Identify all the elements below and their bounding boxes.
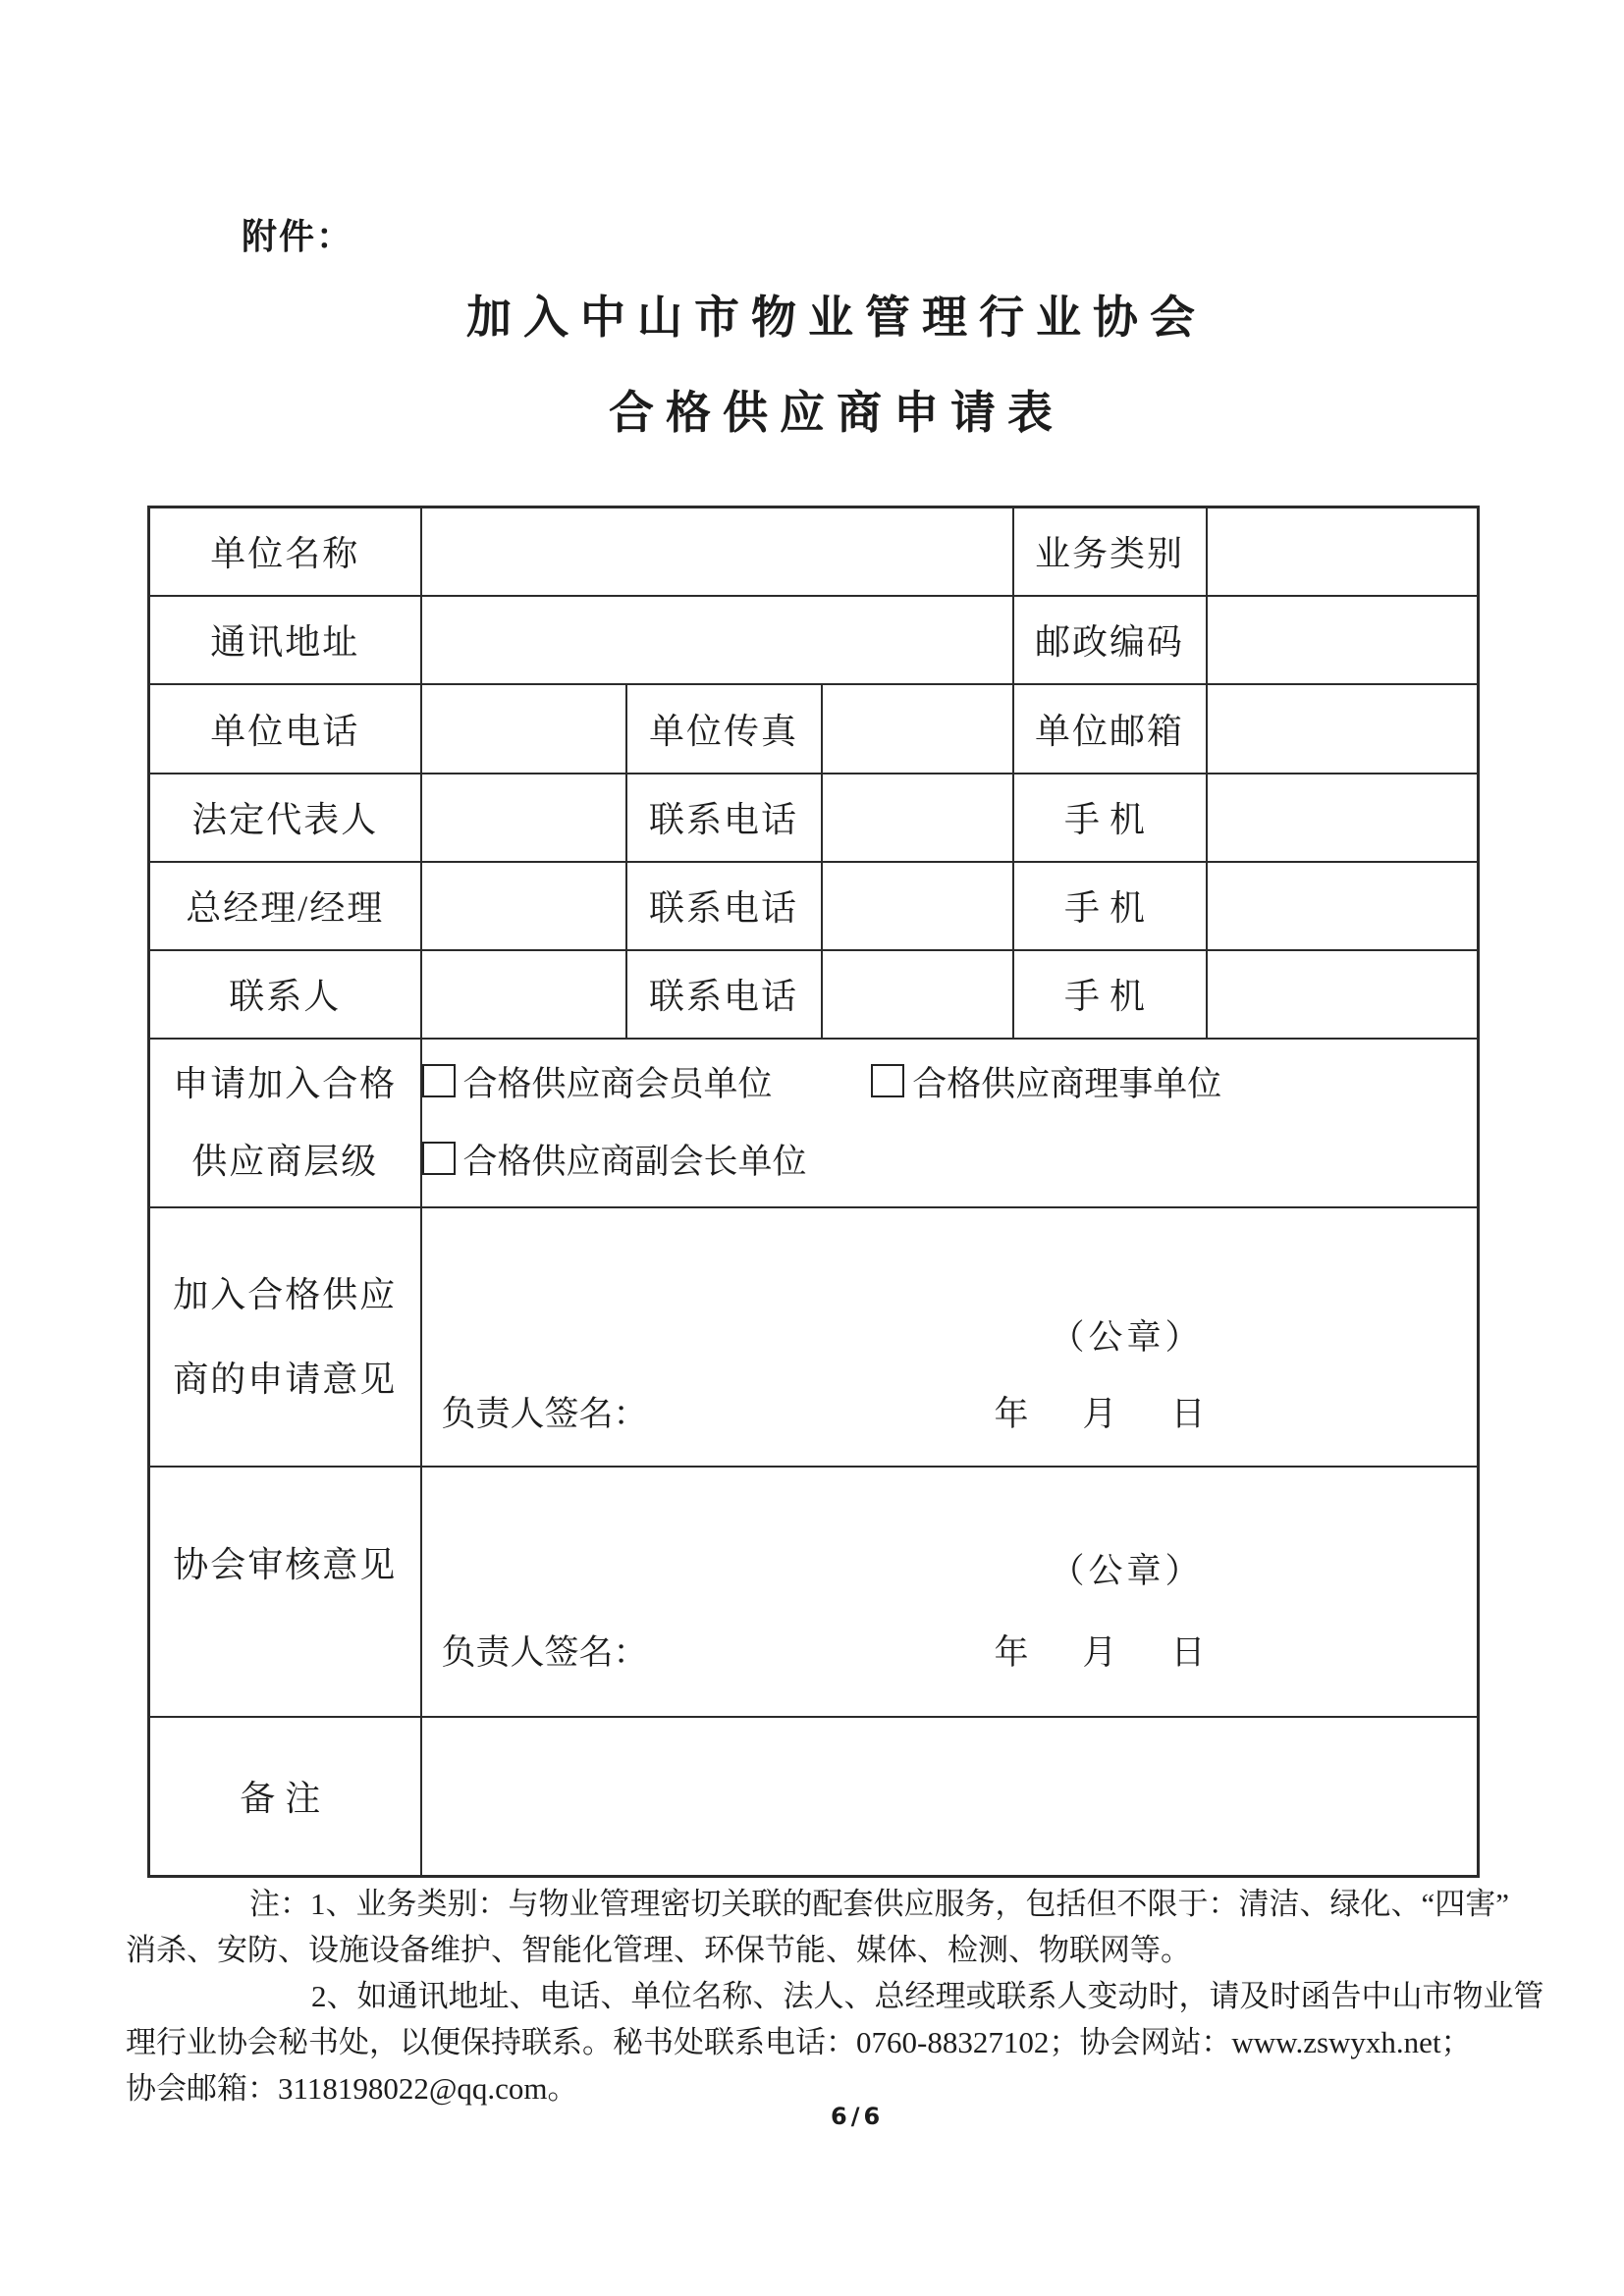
review-signature-label: 负责人签名： <box>441 1632 648 1672</box>
unit-fax-label: 单位传真 <box>626 684 822 774</box>
supplier-tier-label-line2: 供应商层级 <box>191 1141 379 1181</box>
gm-phone-input-cell[interactable] <box>822 862 1013 950</box>
postal-code-input-cell[interactable] <box>1207 596 1479 684</box>
unit-name-label: 单位名称 <box>149 507 421 596</box>
note-line-3: 2、如通讯地址、电话、单位名称、法人、总经理或联系人变动时，请及时函告中山市物业管 <box>311 1979 1544 2013</box>
supplier-tier-label-line1: 申请加入合格 <box>173 1063 398 1103</box>
note-line-2: 消杀、安防、设施设备维护、智能化管理、环保节能、媒体、检测、物联网等。 <box>126 1933 1191 1967</box>
tier-option-director[interactable] <box>871 1045 1221 1123</box>
contact-person-input-cell[interactable] <box>421 950 626 1039</box>
attachment-label: 附件： <box>242 217 354 256</box>
supplier-tier-row <box>149 1039 1479 1207</box>
checkbox-director-icon[interactable] <box>871 1064 904 1097</box>
unit-phone-label: 单位电话 <box>149 684 421 774</box>
tier-options-line1 <box>422 1045 1478 1123</box>
review-opinion-label-cell <box>149 1467 421 1717</box>
business-category-label: 业务类别 <box>1013 507 1207 596</box>
apply-signature-label: 负责人签名： <box>441 1394 648 1433</box>
unit-email-label: 单位邮箱 <box>1013 684 1207 774</box>
apply-opinion-label-line1: 加入合格供应 <box>173 1274 398 1314</box>
legal-rep-mobile-input-cell[interactable] <box>1207 774 1479 862</box>
review-opinion-content-cell[interactable] <box>421 1467 1479 1717</box>
general-manager-input-cell[interactable] <box>421 862 626 950</box>
note-line-4: 理行业协会秘书处，以便保持联系。秘书处联系电话：0760-88327102；协会网站：www.zswyxh.net； <box>126 2025 1472 2059</box>
review-date-placeholder: 年 月 日 <box>994 1632 1216 1672</box>
legal-rep-phone-label: 联系电话 <box>626 774 822 862</box>
checkbox-member-icon[interactable] <box>422 1064 456 1097</box>
document-title <box>147 270 1526 460</box>
table-row <box>149 774 1479 862</box>
tier-options-line2 <box>422 1123 1478 1201</box>
apply-opinion-content-cell[interactable] <box>421 1207 1479 1467</box>
postal-code-label: 邮政编码 <box>1013 596 1207 684</box>
contact-mobile-input-cell[interactable] <box>1207 950 1479 1039</box>
review-opinion-row <box>149 1467 1479 1717</box>
tier-option-vice-president-label: 合格供应商副会长单位 <box>462 1142 807 1181</box>
tier-option-director-label: 合格供应商理事单位 <box>912 1064 1222 1103</box>
page-number: 6/6 <box>831 2103 885 2130</box>
contact-mobile-label: 手机 <box>1064 977 1156 1016</box>
legal-rep-mobile-label: 手机 <box>1064 800 1156 839</box>
contact-phone-label: 联系电话 <box>626 950 822 1039</box>
mailing-address-label: 通讯地址 <box>149 596 421 684</box>
note-line-1: 注：1、业务类别：与物业管理密切关联的配套供应服务，包括但不限于：清洁、绿化、“四害” <box>249 1887 1510 1921</box>
supplier-tier-options-cell <box>421 1039 1479 1207</box>
tier-option-member[interactable] <box>422 1045 773 1123</box>
remark-label: 备注 <box>240 1779 331 1819</box>
apply-opinion-row <box>149 1207 1479 1467</box>
legal-representative-label: 法定代表人 <box>149 774 421 862</box>
tier-option-vice-president[interactable] <box>422 1123 807 1201</box>
apply-seal-placeholder: （公章） <box>1050 1317 1204 1357</box>
supplier-tier-label <box>149 1039 421 1207</box>
unit-phone-input-cell[interactable] <box>421 684 626 774</box>
review-opinion-content <box>422 1468 1478 1714</box>
table-row <box>149 684 1479 774</box>
apply-opinion-content <box>422 1208 1478 1464</box>
apply-opinion-label <box>149 1207 421 1467</box>
unit-name-input-cell[interactable] <box>421 507 1013 596</box>
business-category-input-cell[interactable] <box>1207 507 1479 596</box>
apply-date-placeholder: 年 月 日 <box>994 1394 1216 1433</box>
legal-representative-input-cell[interactable] <box>421 774 626 862</box>
gm-mobile-input-cell[interactable] <box>1207 862 1479 950</box>
footer-notes <box>126 1881 1544 2111</box>
checkbox-vice-president-icon[interactable] <box>422 1142 456 1175</box>
contact-person-label: 联系人 <box>149 950 421 1039</box>
title-line-2: 合格供应商申请表 <box>609 388 1064 438</box>
general-manager-label: 总经理/经理 <box>149 862 421 950</box>
application-form-table <box>147 506 1480 1878</box>
table-row <box>149 596 1479 684</box>
title-line-1: 加入中山市物业管理行业协会 <box>466 293 1207 343</box>
mailing-address-input-cell[interactable] <box>421 596 1013 684</box>
tier-option-member-label: 合格供应商会员单位 <box>462 1064 773 1103</box>
table-row <box>149 507 1479 596</box>
remark-row <box>149 1717 1479 1877</box>
review-seal-placeholder: （公章） <box>1050 1551 1204 1590</box>
apply-opinion-label-line2: 商的申请意见 <box>173 1359 398 1399</box>
contact-phone-input-cell[interactable] <box>822 950 1013 1039</box>
unit-email-input-cell[interactable] <box>1207 684 1479 774</box>
remark-input-cell[interactable] <box>421 1717 1479 1877</box>
gm-mobile-label: 手机 <box>1064 888 1156 928</box>
table-row <box>149 862 1479 950</box>
gm-phone-label: 联系电话 <box>626 862 822 950</box>
table-row <box>149 950 1479 1039</box>
unit-fax-input-cell[interactable] <box>822 684 1013 774</box>
legal-rep-phone-input-cell[interactable] <box>822 774 1013 862</box>
review-opinion-label: 协会审核意见 <box>173 1544 398 1584</box>
note-line-5: 协会邮箱：3118198022@qq.com。 <box>126 2071 578 2106</box>
